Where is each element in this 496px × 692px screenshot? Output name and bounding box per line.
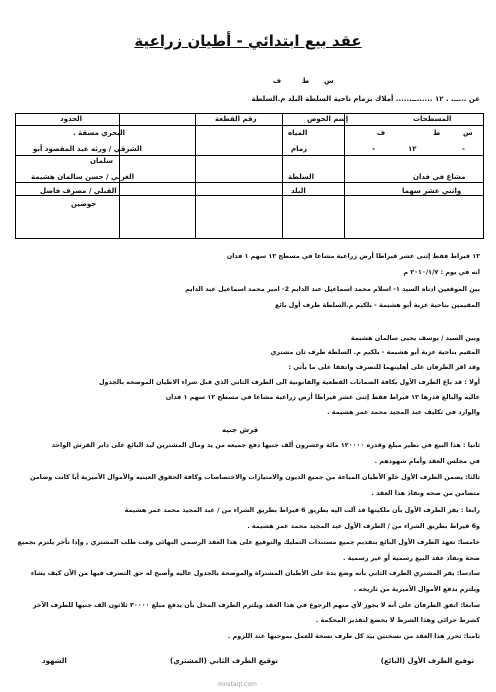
watermark: mostaql.com bbox=[218, 681, 257, 688]
row4-bound-line2: حوضين bbox=[71, 200, 97, 208]
row1-basin: المياه bbox=[288, 129, 308, 137]
row2-t: ١٢ bbox=[408, 145, 417, 153]
body-line-3: بين الموقعين ادناه السيد ١- اسلام محمد اسماعيل عبد الدايم 2- امير محمد اسماعيل عبد الدايم bbox=[185, 285, 480, 293]
body-line-10: والوارد في تكليف عبد المجيد محمد عمر هشيمة . bbox=[327, 408, 480, 416]
unit-t: ط bbox=[433, 129, 441, 137]
body-line-1: ١٢ قيراط فقط إثنى عشر قيراطا أرض زراعية مشاعا في مسطح ١٢ سهم ١ فدان bbox=[226, 252, 480, 260]
body-line-6: المقيم بناحية عزبة أبو هشيمة - بلكيم م. السلطة طرف ثان مشتري bbox=[270, 348, 480, 356]
header-area: المسطحات bbox=[413, 115, 452, 123]
body-line-12: ثانيا : هذا البيع في نظير مبلغ وقدره ١٢٠٠٠٠ مائة وعشرون ألف جنيها دفع جميعه من يد ومال المشترين ليد البائع على دابر القرش الواحد bbox=[51, 441, 480, 449]
row4-basin: البلد bbox=[291, 187, 306, 195]
body-line-24: ثامنا: تحرر هذا العقد من نسختين بيد كل طرف نسخة للعمل بموجبها عند اللزوم . bbox=[227, 632, 480, 640]
header-plot: رقم القطعة bbox=[215, 115, 257, 123]
unit-sahm: س bbox=[324, 77, 334, 85]
signature-witnesses: الشهود bbox=[42, 657, 67, 665]
body-line-15: متضامن من صحه ونفاذ هذا العقد . bbox=[371, 489, 480, 497]
body-line-20: سادسا: يقر المشتري الطرف الثاني بأنه وضع يدة على الأطيان المشتراة والموضحة بالجدول عاليه وأصبح له حق التصرف فيها من الآن كيف يشاء bbox=[30, 569, 480, 577]
page-title: عقد بيع ابتدائي - أطيان زراعية bbox=[134, 32, 362, 50]
body-line-16: رابعا : يقر الطرف الأول بأن ملكيتها قد آلت اليه بطريق 6 قيراط بطريق الشراء من / عبد المجيد محمد عمر هشيمة bbox=[124, 506, 480, 514]
intro-line: عن ...ــ. . ١٢ ......ــ...... أملاك بزمام ناحية السلطة البلد م.السلطة bbox=[251, 95, 480, 103]
body-line-18: خامسا: تعهد الطرف الأول البائع بتقديم جميع مستندات التمليك والتوقيع على هذا العقد الرسمي النهائي وقت طلب المشتري , وإذا تأخر يلتزم بجميع bbox=[17, 538, 480, 546]
row2-bound-line2: سلمان bbox=[90, 157, 114, 165]
unit-f: ف bbox=[377, 129, 386, 137]
body-line-7: وقد اقر الطرفان على أهليتهما للتصرف واتفقا على ما يأتي : bbox=[288, 363, 480, 371]
body-line-2: انه في يوم : ٢٠١٠/١/٧ م bbox=[403, 268, 480, 276]
row3-bound: الغربي / حسن سالمان هشيمة bbox=[31, 173, 135, 181]
row4-bound-line1: القبلي / مصرف فاصل bbox=[40, 187, 117, 195]
body-line-8: أولا : قد باع الطرف الأول بكافة الضمانات القطعية والقانونية الى الطرف الثاني الذي قبل شراء الاطيان الموضحه بالجدول bbox=[98, 378, 480, 386]
unit-feddan: ف bbox=[273, 77, 282, 85]
body-line-22: سابعا: اتفق الطرفان على أنه لا يجوز لأي منهم الرجوع في هذا العقد ويلتزم الطرف المخل بأن يدفع مبلغ ٣٠٠٠٠ ثلاثون الف جنيها للطرف الآخر bbox=[32, 601, 480, 609]
header-basin: إسم الحوض bbox=[307, 115, 349, 123]
row1-bound: البحري مسقة . bbox=[73, 129, 125, 137]
unit-qirat: ط bbox=[302, 77, 310, 85]
row2-bound-line1: الشرقي / ورثه عبد المقصود أبو bbox=[33, 145, 142, 153]
row2-f: - bbox=[372, 145, 375, 153]
signature-first-party: توقيع الطرف الأول (البائع) bbox=[380, 657, 474, 665]
row3-area: مشاع في فدان bbox=[413, 173, 466, 181]
body-line-5: وبين السيد / يوسف يحيى سالمان هشيمة bbox=[350, 334, 480, 342]
header-bounds: الحدود bbox=[60, 115, 83, 123]
body-line-23: كشرط جزائي وهذا الشرط لا يخضع لتقدير المحكمة . bbox=[315, 616, 480, 624]
body-line-14: ثالثا: يضمن الطرف الأول خلو الأطيان المباعة من جميع الديون والامتيازات والاختصاصات وكافة الحقوق العينيه والأموال الأميرية أيا كانت وضامن bbox=[29, 473, 480, 481]
body-line-9: عاليه والبالغ قدرها ١٢ قيراط فقط إثنى عشر قيراطا أرض زراعية مشاعا في مسطح ١٢ سهم ١ فدان bbox=[165, 393, 480, 401]
body-line-4: المقيمين بناحية عزبة أبو هشيمة - بلكيم م.السلطة طرف أول بائع bbox=[275, 301, 480, 309]
body-line-13: في مجلس العقد وأمام شهودهم . bbox=[374, 457, 480, 465]
row2-basin: زمام bbox=[291, 145, 308, 153]
signature-second-party: توقيع الطرف الثاني (المشتري) bbox=[170, 657, 278, 665]
row4-area: واثني عشر سهما bbox=[402, 187, 462, 195]
row2-s: - bbox=[462, 145, 465, 153]
body-line-21: ويلتزم بدفع الأموال الأميرية من تاريخه . bbox=[353, 585, 480, 593]
unit-s: س bbox=[463, 129, 473, 137]
row3-basin: السلطة bbox=[288, 173, 315, 181]
currency-header: قرش جنيه bbox=[222, 426, 259, 434]
body-line-17: و6 قيراط بطريق الشراء من / الطرف الأول عبد المجيد محمد عمر هشيمة . bbox=[247, 522, 480, 530]
body-line-19: صحة ونفاذ عقد البيع رسمية أو غير رسمية . bbox=[343, 554, 480, 562]
